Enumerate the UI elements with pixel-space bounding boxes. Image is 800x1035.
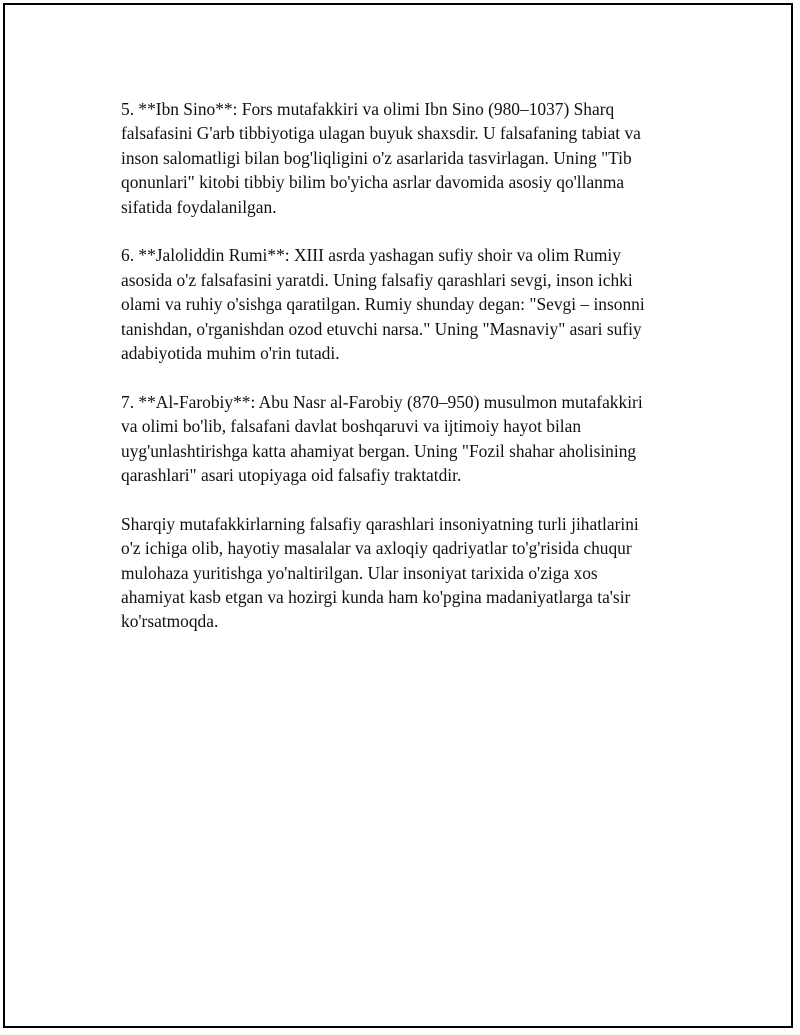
document-page: [3, 3, 793, 1028]
paragraph-conclusion: Sharqiy mutafakkirlarning falsafiy qarashlari insoniyatning turli jihatlarini o'z ichiga olib, hayotiy masalalar va axloqiy qadriyatlar to'g'risida chuqur mulohaza yuritishga yo'naltirilgan. Ular insoniyat tarixida o'ziga xos ahamiyat kasb etgan va hozirgi kunda ham ko'pgina madaniyatlarga ta'sir ko'rsatmoqda.: [121, 513, 639, 632]
document-body: [121, 97, 691, 658]
paragraph-jaloliddin-rumi: 6. **Jaloliddin Rumi**: XIII asrda yashagan sufiy shoir va olim Rumiy asosida o'z falsafasini yaratdi. Uning falsafiy qarashlari sevgi, inson ichki olami va ruhiy o'sishga qaratilgan. Rumiy shunday degan: "Sevgi – insonni tanishdan, o'rganishdan ozod etuvchi narsa." Uning "Masnaviy" asari sufiy adabiyotida muhim o'rin tutadi.: [121, 245, 645, 364]
paragraph-al-farobiy: 7. **Al-Farobiy**: Abu Nasr al-Farobiy (870–950) musulmon mutafakkiri va olimi bo'lib, falsafani davlat boshqaruvi va ijtimoiy hayot bilan uyg'unlashtirishga katta ahamiyat bergan. Uning "Fozil shahar aholisining qarashlari" asari utopiyaga oid falsafiy traktatdir.: [121, 391, 643, 486]
paragraph-ibn-sino: 5. **Ibn Sino**: Fors mutafakkiri va olimi Ibn Sino (980–1037) Sharq falsafasini G'arb tibbiyotiga ulagan buyuk shaxsdir. U falsafaning tabiat va inson salomatligi bilan bog'liqligini o'z asarlarida tasvirlagan. Uning "Tib qonunlari" kitobi tibbiy bilim bo'yicha asrlar davomida asosiy qo'llanma sifatida foydalanilgan.: [121, 99, 641, 217]
